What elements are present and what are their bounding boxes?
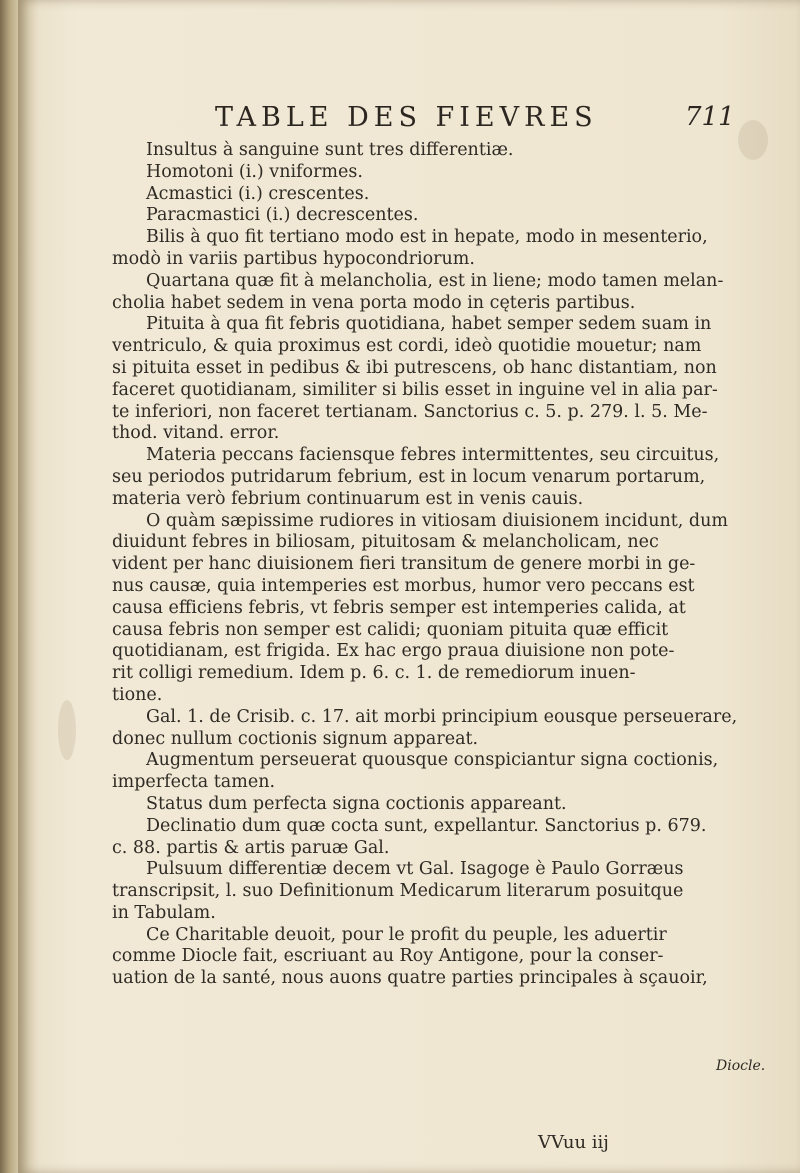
book-binding — [0, 0, 20, 1173]
signature-mark: VVuu iij — [538, 1132, 609, 1153]
text-line: diuidunt febres in biliosam, pituitosam & melancholicam, nec — [112, 532, 659, 553]
text-line: uation de la santé, nous auons quatre parties principales à sçauoir, — [112, 968, 708, 989]
text-line: Pulsuum differentiæ decem vt Gal. Isagoge è Paulo Gorræus — [146, 859, 684, 880]
text-line: transcripsit, l. suo Definitionum Medicarum literarum posuitque — [112, 881, 684, 902]
text-line: Augmentum perseuerat quousque conspiciantur signa coctionis, — [146, 750, 719, 771]
text-line: faceret quotidianam, similiter si bilis esset in inguine vel in alia par- — [112, 379, 718, 400]
text-line: modò in variis partibus hypocondriorum. — [112, 248, 475, 269]
text-line: Materia peccans faciensque febres intermittentes, seu circuitus, — [146, 445, 720, 466]
text-line: te inferiori, non faceret tertianam. Sanctorius c. 5. p. 279. l. 5. Me- — [112, 401, 708, 422]
page-number: 711 — [685, 102, 735, 132]
text-line: tione. — [112, 684, 163, 705]
text-line: in Tabulam. — [112, 902, 216, 923]
text-line: comme Diocle fait, escriuant au Roy Antigone, pour la conser- — [112, 946, 664, 967]
text-line: Status dum perfecta signa coctionis appareant. — [146, 793, 567, 814]
text-line: nus causæ, quia intemperies est morbus, humor vero peccans est — [112, 575, 695, 596]
text-line: si pituita esset in pedibus & ibi putrescens, ob hanc distantiam, non — [112, 357, 717, 378]
text-line: O quàm sæpissime rudiores in vitiosam diuisionem incidunt, dum — [146, 510, 728, 531]
text-line: vident per hanc diuisionem fieri transitum de genere morbi in ge- — [112, 554, 696, 575]
text-line: cholia habet sedem in vena porta modo in cęteris partibus. — [112, 292, 636, 313]
text-line: Insultus à sanguine sunt tres differentiæ. — [146, 140, 514, 160]
text-line: Bilis à quo fit tertiano modo est in hepate, modo in mesenterio, — [146, 227, 708, 248]
page-header — [215, 102, 775, 142]
text-line: Paracmastici (i.) decrescentes. — [146, 205, 419, 226]
text-line: Gal. 1. de Crisib. c. 17. ait morbi principium eousque perseuerare, — [146, 706, 738, 727]
text-line: rit colligi remedium. Idem p. 6. c. 1. de remediorum inuen- — [112, 663, 636, 684]
text-line: seu periodos putridarum febrium, est in locum venarum portarum, — [112, 466, 706, 487]
text-line: c. 88. partis & artis paruæ Gal. — [112, 837, 390, 858]
text-line: thod. vitand. error. — [112, 423, 280, 444]
body-text — [112, 140, 738, 990]
text-line: materia verò febrium continuarum est in venis cauis. — [112, 488, 584, 509]
text-line: Ce Charitable deuoit, pour le profit du peuple, les aduertir — [146, 924, 667, 945]
text-line: causa febris non semper est calidi; quoniam pituita quæ efficit — [112, 619, 669, 640]
text-line: quotidianam, est frigida. Ex hac ergo praua diuisione non pote- — [112, 641, 675, 662]
text-line: Declinatio dum quæ cocta sunt, expellantur. Sanctorius p. 679. — [146, 815, 707, 836]
running-title: TABLE DES FIEVRES — [215, 102, 598, 133]
text-line: causa efficiens febris, vt febris semper est intemperies calida, at — [112, 597, 686, 618]
text-line: ventriculo, & quia proximus est cordi, ideò quotidie mouetur; nam — [112, 336, 702, 357]
margin-note: Diocle. — [716, 1058, 766, 1074]
text-line: Homotoni (i.) vniformes. — [146, 161, 363, 182]
text-line: imperfecta tamen. — [112, 772, 276, 793]
text-line: Acmastici (i.) crescentes. — [146, 183, 370, 204]
text-line: Quartana quæ fit à melancholia, est in liene; modo tamen melan- — [146, 270, 724, 291]
text-line: Pituita à qua fit febris quotidiana, habet semper sedem suam in — [146, 314, 712, 335]
text-line: donec nullum coctionis signum appareat. — [112, 728, 479, 749]
